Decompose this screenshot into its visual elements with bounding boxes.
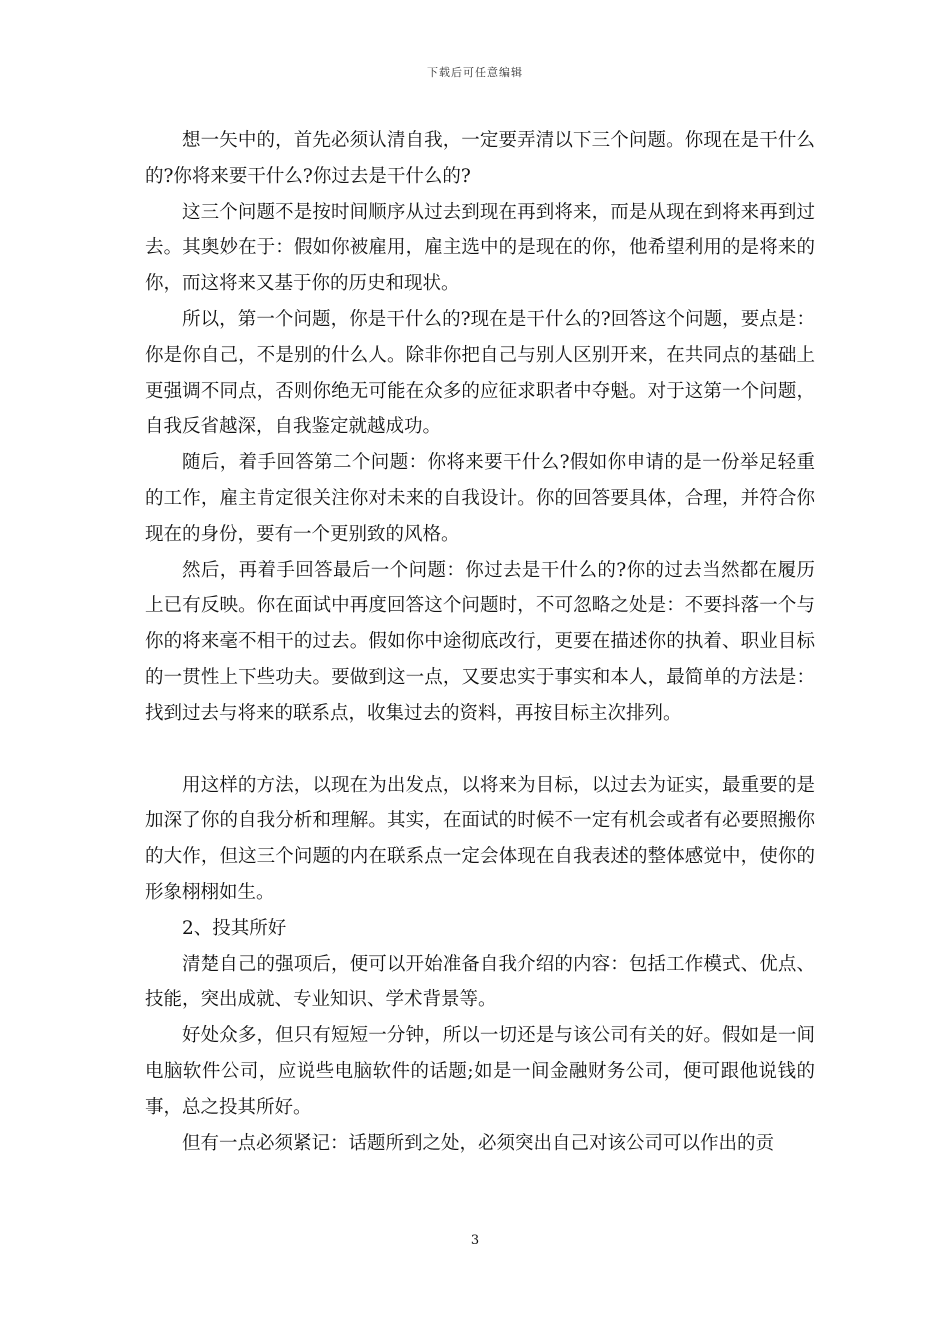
paragraph: 清楚自己的强项后，便可以开始准备自我介绍的内容：包括工作模式、优点、技能，突出成就、专业知识、学术背景等。 xyxy=(145,953,815,1011)
paragraph: 用这样的方法，以现在为出发点，以将来为目标，以过去为证实，最重要的是加深了你的自我分析和理解。其实，在面试的时候不一定有机会或者有必要照搬你的大作，但这三个问题的内在联系点一定会体现在自我表述的整体感觉中，使你的形象栩栩如生。 xyxy=(145,774,815,903)
paragraph: 想一矢中的，首先必须认清自我，一定要弄清以下三个问题。你现在是干什么的?你将来要干什么?你过去是干什么的? xyxy=(145,130,815,187)
paragraph: 然后，再着手回答最后一个问题：你过去是干什么的?你的过去当然都在履历上已有反映。你在面试中再度回答这个问题时，不可忽略之处是：不要抖落一个与你的将来毫不相干的过去。假如你中途彻底改行，更要在描述你的执着、职业目标的一贯性上下些功夫。要做到这一点，又要忠实于事实和本人，最简单的方法是：找到过去与将来的联系点，收集过去的资料，再按目标主次排列。 xyxy=(145,559,815,724)
paragraph: 这三个问题不是按时间顺序从过去到现在再到将来，而是从现在到将来再到过去。其奥妙在于：假如你被雇用，雇主选中的是现在的你，他希望利用的是将来的你，而这将来又基于你的历史和现状。 xyxy=(145,201,815,295)
paragraph: 但有一点必须紧记：话题所到之处，必须突出自己对该公司可以作出的贡 xyxy=(182,1132,775,1154)
paragraph: 好处众多，但只有短短一分钟，所以一切还是与该公司有关的好。假如是一间电脑软件公司，应说些电脑软件的话题;如是一间金融财务公司，便可跟他说钱的事，总之投其所好。 xyxy=(145,1025,815,1118)
paragraph: 所以，第一个问题，你是干什么的?现在是干什么的?回答这个问题，要点是：你是你自己，不是别的什么人。除非你把自己与别人区别开来，在共同点的基础上更强调不同点，否则你绝无可能在众多的应征求职者中夺魁。对于这第一个问题，自我反省越深，自我鉴定就越成功。 xyxy=(145,308,815,438)
page-number: 3 xyxy=(470,1233,480,1248)
paragraph: 随后，着手回答第二个问题：你将来要干什么?假如你申请的是一份举足轻重的工作，雇主肯定很关注你对未来的自我设计。你的回答要具体，合理，并符合你现在的身份，要有一个更别致的风格。 xyxy=(145,452,815,545)
page-header: 下载后可任意编辑 xyxy=(427,66,523,79)
section-heading: 2、投其所好 xyxy=(182,917,287,939)
body-text xyxy=(145,123,815,1161)
